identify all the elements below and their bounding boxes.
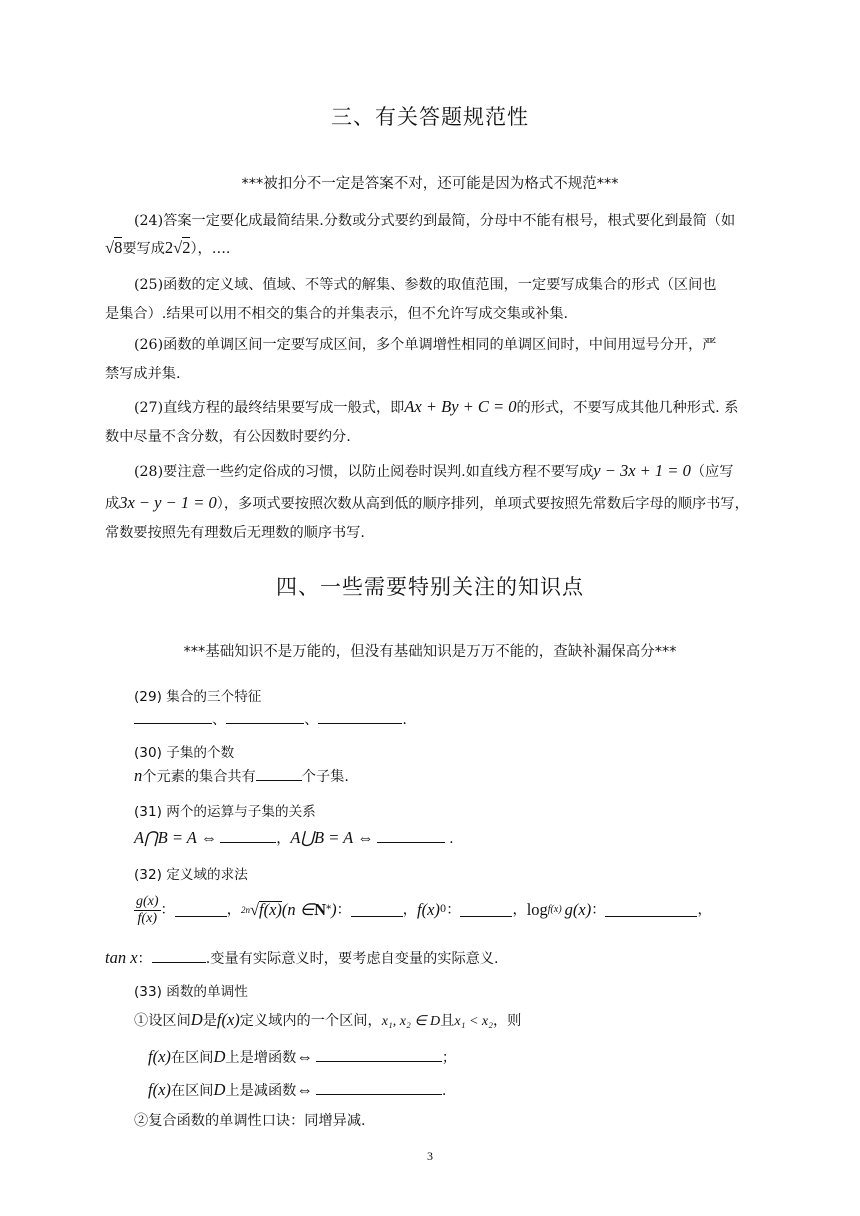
q29-label: (29) 集合的三个特征 <box>134 689 262 705</box>
q33-label: (33) 函数的单调性 <box>134 984 248 1000</box>
item-26-line-1: (26)函数的单调区间一定要写成区间，多个单调增性相同的单调区间时，中间用逗号分开，严 <box>134 337 717 353</box>
page-number: 3 <box>427 1149 433 1163</box>
sqrt-symbol: √ <box>105 238 115 257</box>
item-28-line-3: 常数要按照先有理数后无理数的顺序书写. <box>105 525 365 541</box>
item-28-line-2: 成3x − y − 1 = 0），多项式要按照次数从高到低的顺序排列，单项式要按照先常数后字母的顺序书写， <box>105 493 749 512</box>
q31-label: (31) 两个的运算与子集的关系 <box>134 804 316 820</box>
q29-blanks: 、 、 . <box>134 711 407 727</box>
item-27-line-2: 数中尽量不含分数，有公因数时要约分. <box>105 429 351 445</box>
item-25-line-1: (25)函数的定义域、值域、不等式的解集、参数的取值范围，一定要写成集合的形式（区间也 <box>134 277 717 293</box>
section-3-motto: ***被扣分不一定是答案不对，还可能是因为格式不规范*** <box>241 176 619 192</box>
section-4-title: 四、一些需要特别关注的知识点 <box>276 575 584 599</box>
q32-line-2: tan x： .变量有实际意义时，要考虑自变量的实际意义. <box>105 948 499 967</box>
q30-label: (30) 子集的个数 <box>134 745 235 761</box>
blank[interactable] <box>134 711 212 724</box>
item-25-line-2: 是集合）.结果可以用不相交的集合的并集表示，但不允许写成交集或补集. <box>105 306 569 322</box>
blank[interactable] <box>351 904 403 917</box>
blank[interactable] <box>316 1049 442 1062</box>
blank[interactable] <box>377 830 445 843</box>
blank[interactable] <box>256 768 302 781</box>
fraction: $\frac{g(x)}{f(x)}$ <box>136 893 159 926</box>
section-3-title: 三、有关答题规范性 <box>331 105 529 129</box>
q33-line-1: ①设区间D是f(x)定义域内的一个区间，x₁, x₂ ∈ D且x₁ < x₂，则 <box>134 1010 522 1029</box>
item-26-line-2: 禁写成并集. <box>105 366 181 382</box>
section-4-motto: ***基础知识不是万能的，但没有基础知识是万万不能的，查缺补漏保高分*** <box>183 644 677 660</box>
item-24-line-2: √8要写成2√2），…. <box>105 238 231 257</box>
item-24-line-1: (24)答案一定要化成最简结果.分数或分式要约到最简，分母中不能有根号，根式要化到最简（如 <box>134 213 736 229</box>
blank[interactable] <box>316 1082 442 1095</box>
blank[interactable] <box>152 950 206 963</box>
q33-decreasing: f(x)在区间D上是减函数⇔ . <box>148 1080 447 1099</box>
q33-line-2: ②复合函数的单调性口诀：同增异减. <box>134 1113 366 1129</box>
blank[interactable] <box>226 711 304 724</box>
q32-label: (32) 定义域的求法 <box>134 867 248 883</box>
blank[interactable] <box>605 904 697 917</box>
blank[interactable] <box>220 830 276 843</box>
blank[interactable] <box>318 711 402 724</box>
blank[interactable] <box>460 904 512 917</box>
item-27-line-1: (27)直线方程的最终结果要写成一般式，即Ax + By + C = 0的形式，不要写成其他几种形式. 系 <box>134 397 739 416</box>
blank[interactable] <box>175 904 227 917</box>
item-28-line-1: (28)要注意一些约定俗成的习惯，以防止阅卷时误判.如直线方程不要写成y − 3x + 1 = 0（应写 <box>134 461 734 480</box>
q32-line: $\frac{g(x)}{f(x)}$ ： ， 2n √ f(x) (n ∈ N * ) ： ， f(x) 0 ： ， log f(x) g(x) ： ， <box>136 893 712 926</box>
q31-line: A⋂B = A ⇔ ，A⋃B = A ⇔ . <box>134 828 454 847</box>
q33-increasing: f(x)在区间D上是增函数⇔ ； <box>148 1047 457 1066</box>
q30-line: n个元素的集合共有 个子集. <box>134 766 349 785</box>
